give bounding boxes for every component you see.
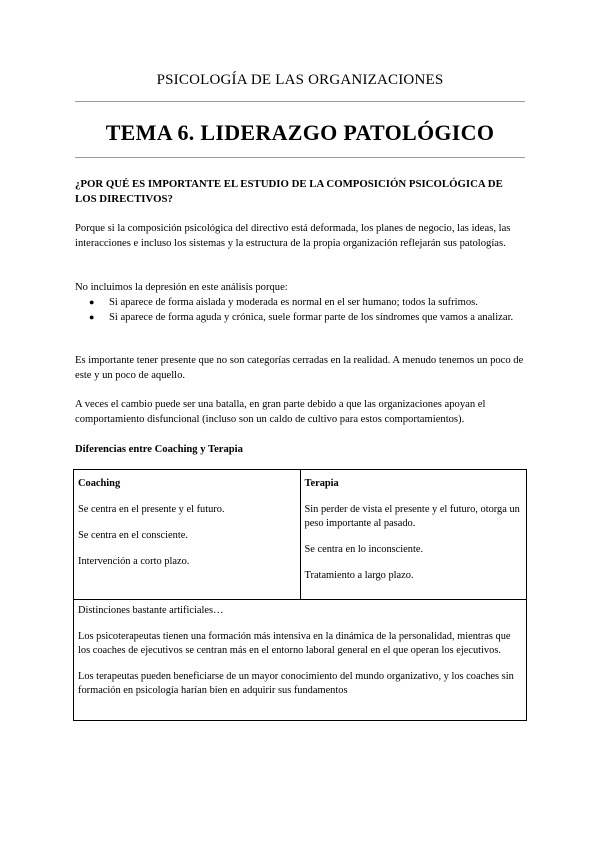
table-row <box>74 470 527 600</box>
terapia-cell <box>300 470 527 600</box>
table-note: Los psicoterapeutas tienen una formación más intensiva en la dinámica de la personalidad, mientras que los coaches de ejecutivos se centran más en el entorno laboral general en el que operan los ejecutivos. <box>78 631 511 656</box>
page-title: TEMA 6. LIDERAZGO PATOLÓGICO <box>105 120 495 145</box>
running-header: PSICOLOGÍA DE LAS ORGANIZACIONES <box>156 72 444 88</box>
paragraph-categories: Es importante tener presente que no son categorías cerradas en la realidad. A menudo tenemos un poco de este y un poco de aquello. <box>75 355 524 381</box>
table-row <box>74 600 527 721</box>
title-rule <box>75 157 525 158</box>
table-title: Diferencias entre Coaching y Terapia <box>75 444 243 455</box>
bullet-icon: ● <box>89 297 95 307</box>
terapia-item: Sin perder de vista el presente y el futuro, otorga un peso importante al pasado. <box>304 504 520 529</box>
section-heading: ¿POR QUÉ ES IMPORTANTE EL ESTUDIO DE LA COMPOSICIÓN PSICOLÓGICA DE LOS DIRECTIVOS? <box>75 178 503 205</box>
coaching-item: Se centra en el consciente. <box>78 530 188 541</box>
bullet-icon: ● <box>89 312 95 322</box>
coaching-header: Coaching <box>78 478 121 489</box>
terapia-item: Tratamiento a largo plazo. <box>304 570 414 581</box>
terapia-header: Terapia <box>304 478 339 489</box>
paragraph-depression-intro: No incluimos la depresión en este análisis porque: <box>75 282 288 293</box>
paragraph-composition: Porque si la composición psicológica del directivo está deformada, los planes de negocio, las ideas, las interacciones e incluso los sistemas y la estructura de la propia organización reflejarán sus patologías. <box>75 223 511 249</box>
terapia-item: Se centra en lo inconsciente. <box>304 544 424 555</box>
coaching-item: Se centra en el presente y el futuro. <box>78 504 225 515</box>
header-rule <box>75 101 525 102</box>
list-item <box>75 295 525 310</box>
table-note: Los terapeutas pueden beneficiarse de un mayor conocimiento del mundo organizativo, y los coaches sin formación en psicología harían bien en adquirir sus fundamentos <box>78 671 514 696</box>
list-item-text: Si aparece de forma aislada y moderada es normal en el ser humano; todos la sufrimos. <box>109 297 478 308</box>
coaching-item: Intervención a corto plazo. <box>78 556 190 567</box>
list-item <box>75 310 525 325</box>
paragraph-change: A veces el cambio puede ser una batalla, en gran parte debido a que las organizaciones apoyan el comportamiento disfuncional (incluso son un caldo de cultivo para estos comportamientos). <box>75 399 486 425</box>
comparison-table <box>73 469 527 721</box>
list-item-text: Si aparece de forma aguda y crónica, suele formar parte de los síndromes que vamos a analizar. <box>109 312 514 323</box>
table-note: Distinciones bastante artificiales… <box>78 605 224 616</box>
depression-bullet-list <box>75 295 525 325</box>
coaching-cell <box>74 470 301 600</box>
notes-cell <box>74 600 527 721</box>
